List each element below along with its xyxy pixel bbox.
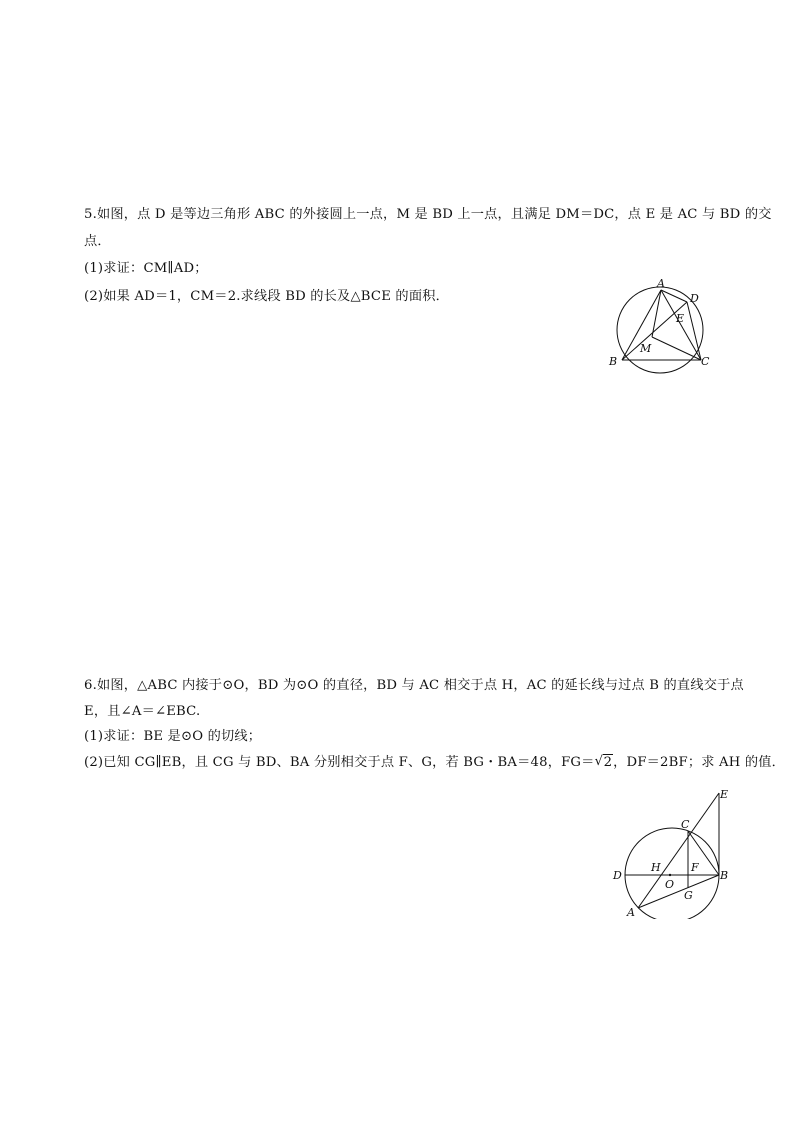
label-o: O — [665, 878, 675, 891]
label-d: D — [690, 292, 699, 305]
label-d: D — [613, 869, 622, 882]
radical-sign: √ — [594, 754, 604, 769]
problem5-figure — [600, 278, 720, 390]
segment-cm — [652, 337, 701, 360]
label-a: A — [657, 278, 665, 290]
label-g: G — [684, 889, 693, 902]
label-b: B — [609, 355, 618, 368]
center-dot — [669, 874, 671, 876]
label-c: C — [701, 355, 710, 368]
label-c: C — [681, 818, 690, 831]
segment-bd — [622, 302, 687, 360]
circle-o — [625, 828, 719, 919]
label-a: A — [627, 906, 635, 919]
problem6-line2: E，且∠A＝∠EBC. — [84, 704, 201, 719]
label-f: F — [691, 861, 699, 874]
problem5-line1: 5.如图，点 D 是等边三角形 ABC 的外接圆上一点，M 是 BD 上一点，且满足 DM＝DC，点 E 是 AC 与 BD 的交 — [84, 207, 772, 222]
problem6-part2 — [84, 754, 785, 772]
problem5-part1: (1)求证：CM∥AD； — [84, 261, 208, 276]
problem6-part2-before: (2)已知 CG∥EB，且 CG 与 BD、BA 分别相交于点 F、G，若 BG・BA＝48，FG＝ — [84, 755, 595, 770]
problem6-line1: 6.如图，△ABC 内接于⊙O，BD 为⊙O 的直径，BD 与 AC 相交于点 H，AC 的延长线与过点 B 的直线交于点 — [84, 678, 744, 693]
problem5-part2: (2)如果 AD＝1，CM＝2.求线段 BD 的长及△BCE 的面积． — [84, 289, 449, 304]
label-m: M — [640, 342, 652, 355]
sqrt-argument: 2 — [603, 755, 613, 770]
label-e: E — [720, 788, 729, 801]
label-e: E — [676, 312, 685, 325]
label-b: B — [720, 869, 729, 882]
label-h: H — [651, 861, 661, 874]
sqrt-expression — [595, 754, 614, 772]
problem6-figure — [610, 787, 740, 919]
problem6-part2-after: ，DF＝2BF；求 AH 的值． — [613, 755, 786, 770]
line-ae — [638, 793, 719, 908]
problem6-part1: (1)求证：BE 是⊙O 的切线； — [84, 729, 262, 744]
problem5-line2: 点． — [84, 234, 111, 249]
